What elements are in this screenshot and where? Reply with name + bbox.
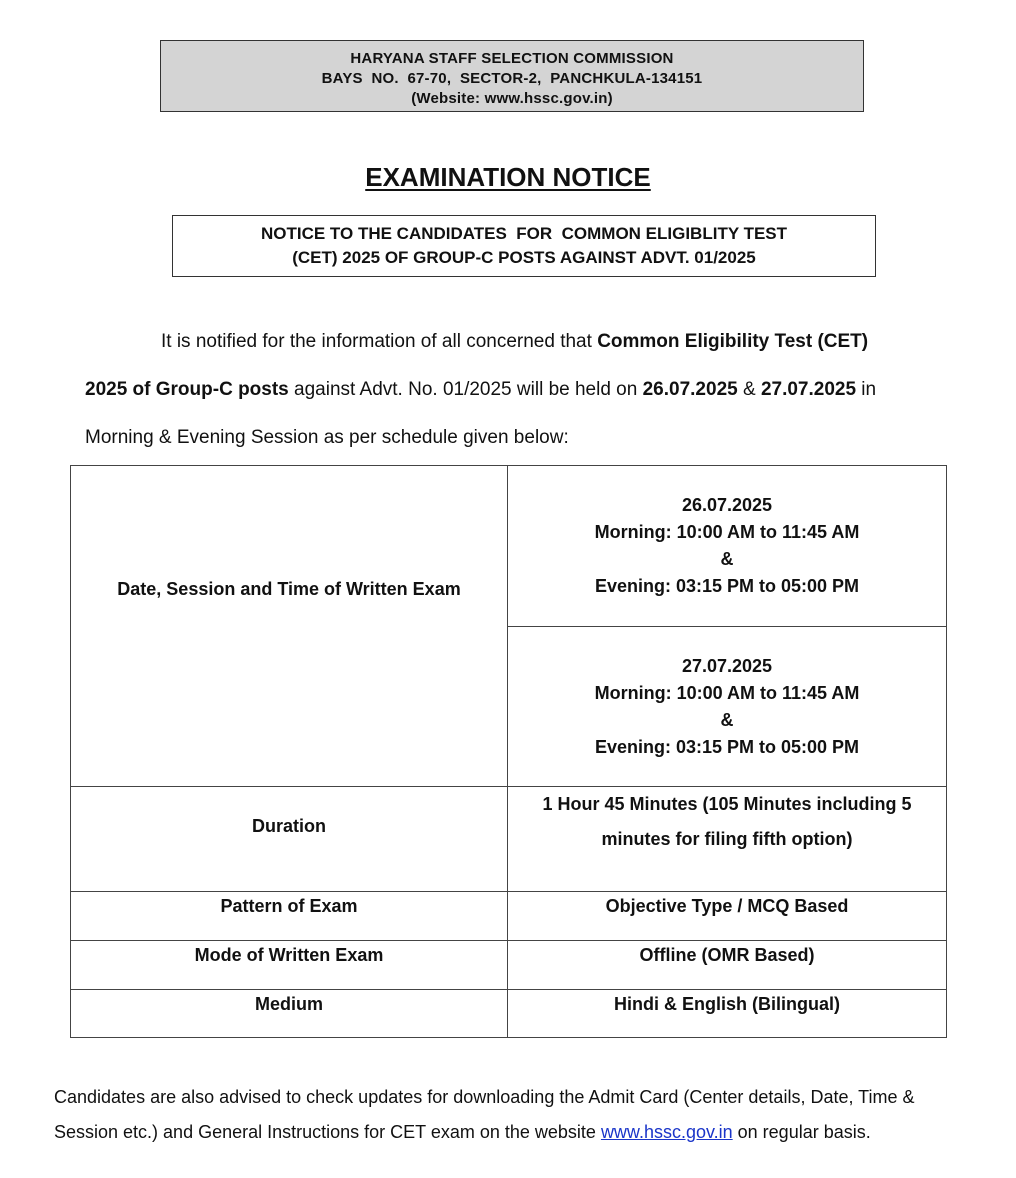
- org-address: BAYS NO. 67-70, SECTOR-2, PANCHKULA-134151: [321, 70, 703, 87]
- mode-label: Mode of Written Exam: [71, 941, 508, 990]
- day1-evening: Evening: 03:15 PM to 05:00 PM: [594, 576, 860, 596]
- footer-paragraph: [54, 1080, 966, 1150]
- intro-bold-3: 27.07.2025: [760, 379, 857, 400]
- medium-value: Hindi & English (Bilingual): [508, 990, 947, 1038]
- day2-evening: Evening: 03:15 PM to 05:00 PM: [594, 737, 860, 757]
- page-title-text: EXAMINATION NOTICE: [365, 162, 651, 192]
- footer-text-before: Candidates are also advised to check updates for downloading the Admit Card (Center details, Date, Time & Session etc.) and General Instructions for CET exam on the website: [54, 1087, 915, 1142]
- day1-morning: Morning: 10:00 AM to 11:45 AM: [594, 522, 860, 542]
- intro-bold-1: Common Eligibility Test (CET) 2025 of Group-C posts: [85, 331, 869, 400]
- org-website: (Website: www.hssc.gov.in): [411, 90, 613, 107]
- day2-date: 27.07.2025: [681, 656, 773, 676]
- page-title: [0, 162, 1016, 193]
- duration-label: Duration: [71, 787, 508, 892]
- table-row: [71, 941, 947, 990]
- commission-header: [160, 40, 864, 112]
- pattern-value: Objective Type / MCQ Based: [508, 892, 947, 941]
- mode-value: Offline (OMR Based): [508, 941, 947, 990]
- subject-line-2: (CET) 2025 OF GROUP-C POSTS AGAINST ADVT. 01/2025: [292, 248, 756, 267]
- medium-label: Medium: [71, 990, 508, 1038]
- intro-part-2: against Advt. No. 01/2025 will be held on: [288, 379, 643, 400]
- org-name: HARYANA STAFF SELECTION COMMISSION: [350, 50, 674, 67]
- intro-part-4: in Morning & Evening Session as per schedule given below:: [85, 379, 877, 448]
- footer-text-after: on regular basis.: [732, 1122, 871, 1142]
- notice-subject: [172, 215, 876, 277]
- day2-amp: &: [720, 710, 734, 730]
- day1-date: 26.07.2025: [681, 495, 773, 515]
- intro-part-3: &: [737, 379, 761, 400]
- website-link[interactable]: www.hssc.gov.in: [600, 1122, 733, 1142]
- pattern-label: Pattern of Exam: [71, 892, 508, 941]
- intro-part-1: It is notified for the information of all concerned that: [161, 331, 598, 352]
- day2-slot: [508, 627, 947, 787]
- day1-slot: [508, 466, 947, 627]
- subject-line-1: NOTICE TO THE CANDIDATES FOR COMMON ELIGIBLITY TEST: [260, 224, 788, 243]
- day1-amp: &: [720, 549, 734, 569]
- date-session-label: Date, Session and Time of Written Exam: [71, 466, 508, 787]
- table-row: [71, 466, 947, 627]
- table-row: [71, 990, 947, 1038]
- duration-value: 1 Hour 45 Minutes (105 Minutes including 5 minutes for filing fifth option): [508, 787, 947, 892]
- intro-bold-2: 26.07.2025: [642, 379, 738, 400]
- intro-paragraph: [85, 318, 915, 462]
- table-row: [71, 787, 947, 892]
- table-row: [71, 892, 947, 941]
- day2-morning: Morning: 10:00 AM to 11:45 AM: [594, 683, 860, 703]
- exam-schedule-table: [70, 465, 947, 1038]
